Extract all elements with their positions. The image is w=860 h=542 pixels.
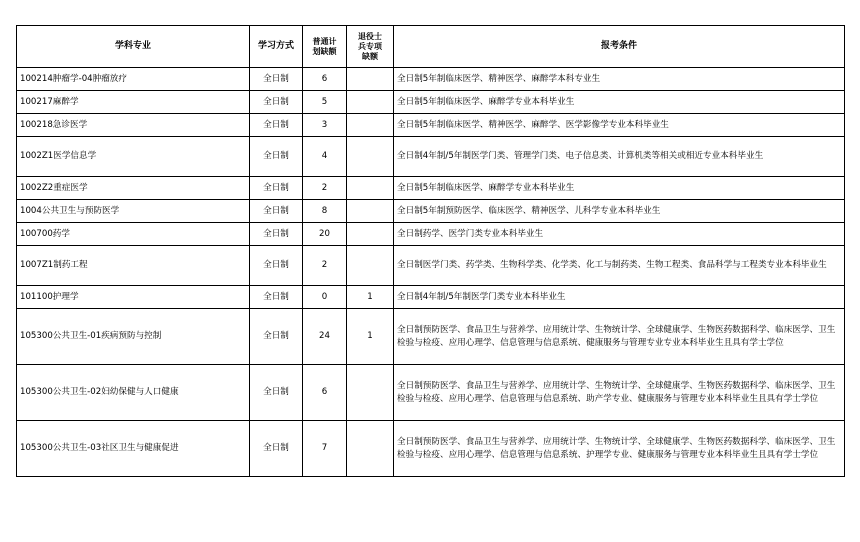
- table-row: [17, 309, 845, 365]
- header-row: [17, 26, 845, 68]
- cell-veteran-quota: 1: [347, 286, 394, 309]
- cell-general-quota: 24: [303, 309, 347, 365]
- cell-general-quota: 6: [303, 68, 347, 91]
- header-general-quota: [303, 26, 347, 68]
- cell-major: 105300公共卫生-02妇幼保健与人口健康: [17, 365, 250, 421]
- table-row: [17, 286, 845, 309]
- cell-major: 1007Z1制药工程: [17, 246, 250, 286]
- cell-study-mode: 全日制: [250, 365, 303, 421]
- cell-veteran-quota: [347, 68, 394, 91]
- cell-requirements: 全日制4年制/5年制医学门类、管理学门类、电子信息类、计算机类等相关或相近专业本科毕业生: [394, 137, 845, 177]
- header-veteran-quota-line2: 兵专项: [358, 41, 382, 51]
- cell-requirements: 全日制5年制临床医学、精神医学、麻醉学、医学影像学专业本科毕业生: [394, 114, 845, 137]
- table-row: [17, 246, 845, 286]
- cell-major: 105300公共卫生-01疾病预防与控制: [17, 309, 250, 365]
- cell-veteran-quota: [347, 200, 394, 223]
- cell-study-mode: 全日制: [250, 223, 303, 246]
- cell-veteran-quota: [347, 114, 394, 137]
- header-veteran-quota-line3: 缺额: [362, 51, 378, 61]
- cell-general-quota: 5: [303, 91, 347, 114]
- cell-major: 100700药学: [17, 223, 250, 246]
- cell-general-quota: 6: [303, 365, 347, 421]
- cell-general-quota: 20: [303, 223, 347, 246]
- cell-veteran-quota: [347, 177, 394, 200]
- cell-study-mode: 全日制: [250, 421, 303, 477]
- cell-study-mode: 全日制: [250, 246, 303, 286]
- cell-major: 1004公共卫生与预防医学: [17, 200, 250, 223]
- header-general-quota-line1: 普通计: [312, 36, 337, 46]
- cell-general-quota: 0: [303, 286, 347, 309]
- cell-major: 100214肿瘤学-04肿瘤放疗: [17, 68, 250, 91]
- header-study-mode: 学习方式: [250, 26, 303, 68]
- cell-veteran-quota: [347, 137, 394, 177]
- cell-veteran-quota: [347, 246, 394, 286]
- cell-major: 101100护理学: [17, 286, 250, 309]
- cell-major: 1002Z2重症医学: [17, 177, 250, 200]
- cell-requirements: 全日制预防医学、食品卫生与营养学、应用统计学、生物统计学、全球健康学、生物医药数据科学、临床医学、卫生检验与检疫、应用心理学、信息管理与信息系统、护理学专业、健康服务与管理专业本科毕业生且具有学士学位: [394, 421, 845, 477]
- cell-study-mode: 全日制: [250, 137, 303, 177]
- cell-study-mode: 全日制: [250, 91, 303, 114]
- table-row: [17, 200, 845, 223]
- cell-study-mode: 全日制: [250, 200, 303, 223]
- cell-study-mode: 全日制: [250, 114, 303, 137]
- cell-requirements: 全日制5年制临床医学、麻醉学专业本科毕业生: [394, 91, 845, 114]
- header-requirements: 报考条件: [394, 26, 845, 68]
- header-veteran-quota-line1: 退役士: [358, 31, 382, 41]
- table-row: [17, 365, 845, 421]
- cell-veteran-quota: [347, 223, 394, 246]
- cell-requirements: 全日制预防医学、食品卫生与营养学、应用统计学、生物统计学、全球健康学、生物医药数据科学、临床医学、卫生检验与检疫、应用心理学、信息管理与信息系统、助产学专业、健康服务与管理专业本科毕业生且具有学士学位: [394, 365, 845, 421]
- cell-study-mode: 全日制: [250, 309, 303, 365]
- admissions-table: [16, 25, 845, 477]
- header-major: 学科专业: [17, 26, 250, 68]
- cell-major: 100218急诊医学: [17, 114, 250, 137]
- cell-study-mode: 全日制: [250, 177, 303, 200]
- table-row: [17, 421, 845, 477]
- cell-major: 105300公共卫生-03社区卫生与健康促进: [17, 421, 250, 477]
- cell-requirements: 全日制预防医学、食品卫生与营养学、应用统计学、生物统计学、全球健康学、生物医药数据科学、临床医学、卫生检验与检疫、应用心理学、信息管理与信息系统、健康服务与管理专业专业本科毕业生且具有学士学位: [394, 309, 845, 365]
- cell-general-quota: 4: [303, 137, 347, 177]
- cell-general-quota: 3: [303, 114, 347, 137]
- cell-requirements: 全日制5年制临床医学、精神医学、麻醉学本科专业生: [394, 68, 845, 91]
- table-row: [17, 68, 845, 91]
- cell-requirements: 全日制5年制预防医学、临床医学、精神医学、儿科学专业本科毕业生: [394, 200, 845, 223]
- cell-study-mode: 全日制: [250, 68, 303, 91]
- cell-general-quota: 2: [303, 246, 347, 286]
- cell-requirements: 全日制5年制临床医学、麻醉学专业本科毕业生: [394, 177, 845, 200]
- header-veteran-quota: [347, 26, 394, 68]
- cell-major: 100217麻醉学: [17, 91, 250, 114]
- cell-general-quota: 2: [303, 177, 347, 200]
- table-row: [17, 223, 845, 246]
- table-row: [17, 114, 845, 137]
- cell-study-mode: 全日制: [250, 286, 303, 309]
- cell-requirements: 全日制4年制/5年制医学门类专业本科毕业生: [394, 286, 845, 309]
- table-row: [17, 137, 845, 177]
- table-row: [17, 91, 845, 114]
- cell-veteran-quota: 1: [347, 309, 394, 365]
- cell-requirements: 全日制医学门类、药学类、生物科学类、化学类、化工与制药类、生物工程类、食品科学与工程类专业本科毕业生: [394, 246, 845, 286]
- cell-veteran-quota: [347, 91, 394, 114]
- cell-general-quota: 7: [303, 421, 347, 477]
- cell-requirements: 全日制药学、医学门类专业本科毕业生: [394, 223, 845, 246]
- header-general-quota-line2: 划缺额: [312, 46, 337, 56]
- cell-veteran-quota: [347, 421, 394, 477]
- cell-general-quota: 8: [303, 200, 347, 223]
- cell-veteran-quota: [347, 365, 394, 421]
- cell-major: 1002Z1医学信息学: [17, 137, 250, 177]
- table-row: [17, 177, 845, 200]
